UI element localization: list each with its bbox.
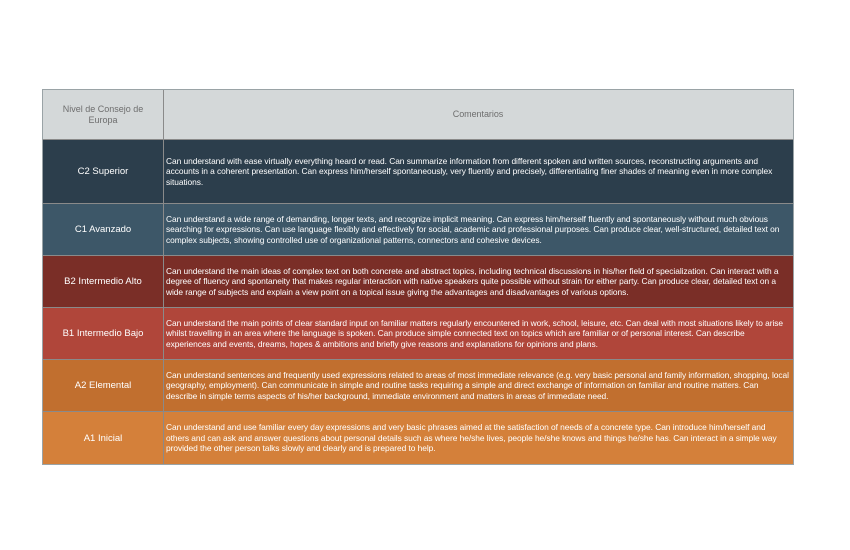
level-cell: B2 Intermedio Alto bbox=[43, 256, 164, 307]
level-cell: A2 Elemental bbox=[43, 360, 164, 411]
comment-cell: Can understand a wide range of demanding, longer texts, and recognize implicit meaning. Can express him/herself fluently and spontaneously without much obvious searching for expressions. Can use language flexibly and effectively for social, academic and professional purposes. Can produce clear, well-structured, detailed text on complex subjects, showing controlled use of organizational patterns, connectors and cohesive devices. bbox=[166, 213, 780, 245]
level-column-header: Nivel de Consejo de Europa bbox=[43, 90, 164, 139]
table-header-row bbox=[43, 90, 793, 140]
table-row-c1 bbox=[43, 204, 793, 256]
table-row-b2 bbox=[43, 256, 793, 308]
comment-cell: Can understand sentences and frequently used expressions related to areas of most immediate relevance (e.g. very basic personal and family information, shopping, local geography, employment). Can communicate in simple and routine tasks requiring a simple and direct exchange of information on familiar and routine matters. Can describe in simple terms aspects of his/her background, immediate environment and matters in areas of immediate need. bbox=[166, 369, 789, 401]
cefr-levels-table bbox=[42, 89, 794, 465]
table-row-a2 bbox=[43, 360, 793, 412]
level-cell: B1 Intermedio Bajo bbox=[43, 308, 164, 359]
comment-cell: Can understand the main ideas of complex text on both concrete and abstract topics, including technical discussions in his/her field of specialization. Can interact with a degree of fluency and spontaneity that makes regular interaction with native speakers quite possible without strain for either party. Can produce clear, detailed text on a wide range of subjects and explain a view point on a topical issue giving the advantages and disadvantages of various options. bbox=[166, 265, 779, 297]
comment-cell: Can understand and use familiar every day expressions and very basic phrases aimed at the satisfaction of needs of a concrete type. Can introduce him/herself and others and can ask and answer questions about personal details such as where he/she lives, people he/she knows and things he/she has. Can interact in a simple way provided the other person talks slowly and clearly and is prepared to help. bbox=[166, 422, 777, 454]
table-row-a1 bbox=[43, 412, 793, 464]
comments-column-header: Comentarios bbox=[452, 109, 504, 119]
comment-cell: Can understand the main points of clear standard input on familiar matters regularly encountered in work, school, leisure, etc. Can deal with most situations likely to arise whilst travelling in an area where the language is spoken. Can produce simple connected text on topics which are familiar or of personal interest. Can describe experiences and events, dreams, hopes & ambitions and briefly give reasons and explanations for opinions and plans. bbox=[166, 317, 783, 349]
table-row-b1 bbox=[43, 308, 793, 360]
level-cell: A1 Inicial bbox=[43, 412, 164, 464]
level-cell: C1 Avanzado bbox=[43, 204, 164, 255]
level-cell: C2 Superior bbox=[43, 140, 164, 203]
comment-cell: Can understand with ease virtually everything heard or read. Can summarize information from different spoken and written sources, reconstructing arguments and accounts in a coherent presentation. Can express him/herself spontaneously, very fluently and precisely, differentiating finer shades of meaning even in more complex situations. bbox=[166, 155, 773, 187]
table-row-c2 bbox=[43, 140, 793, 204]
